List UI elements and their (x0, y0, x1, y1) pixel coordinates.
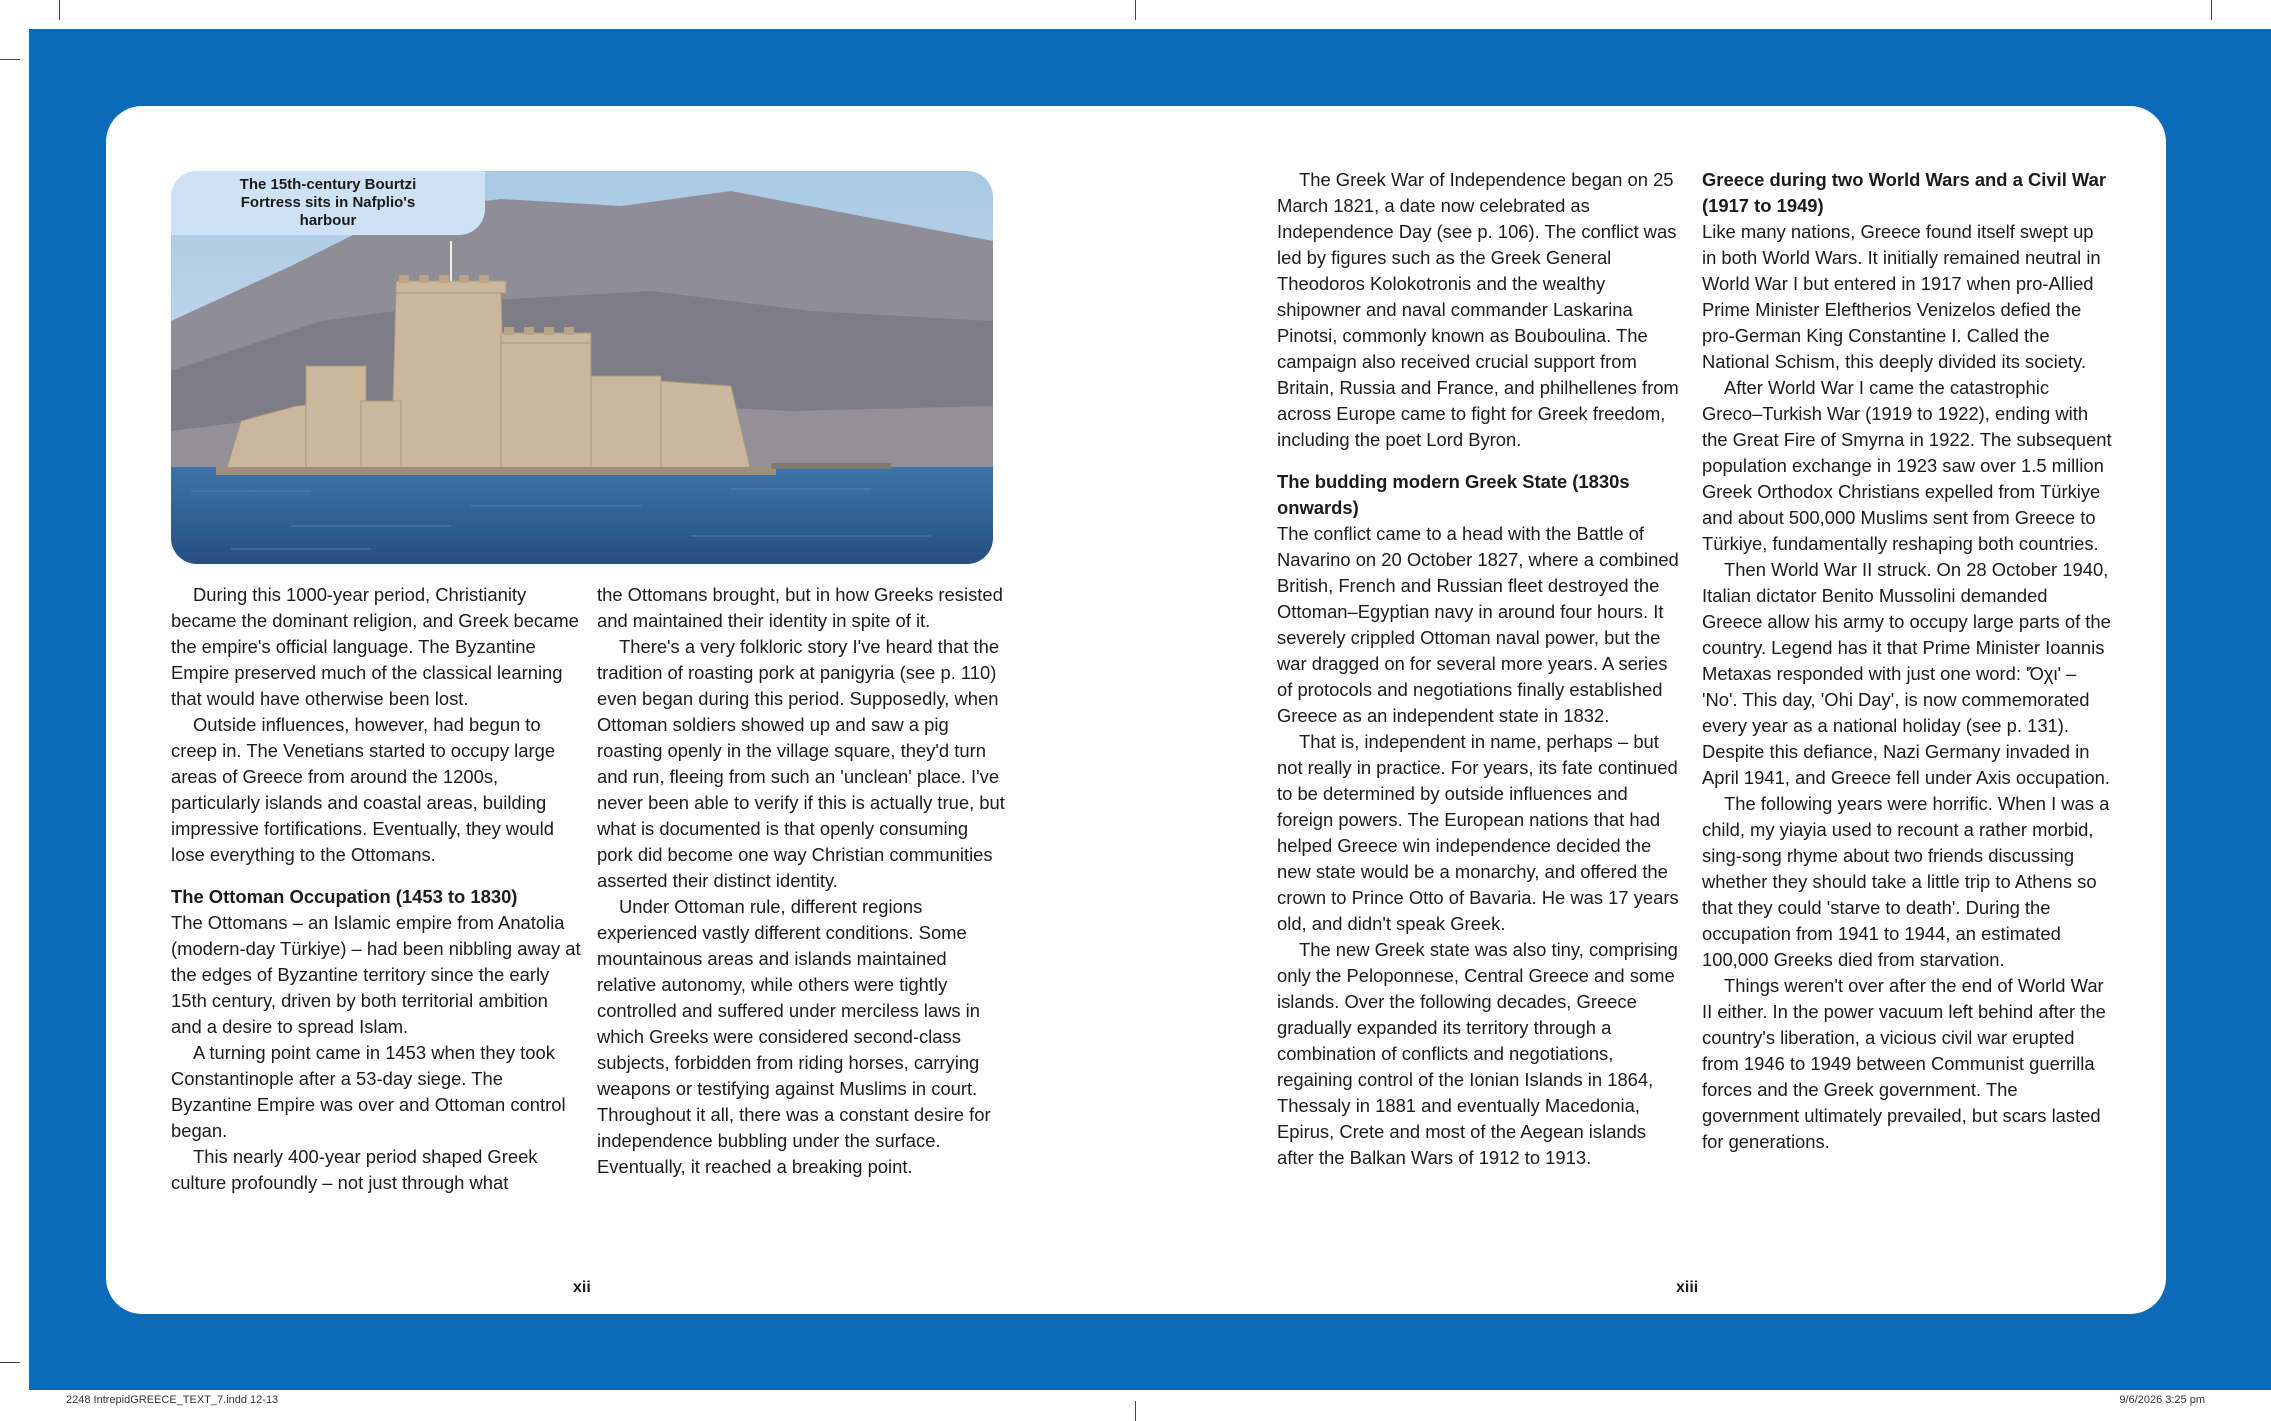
paragraph: The following years were horrific. When I was a child, my yiayia used to recount a rather morbid, sing-song rhyme about two friends discussing whether they should take a little trip to Athens so that they could 'starve to death'. During the occupation from 1941 to 1944, an estimated 100,000 Greeks died from starvation. (1702, 793, 2110, 970)
paragraph: After World War I came the catastrophic Greco–Turkish War (1919 to 1922), ending with the Great Fire of Smyrna in 1922. The subsequent population exchange in 1923 saw over 1.5 million Greek Orthodox Christians expelled from Türkiye and about 500,000 Muslims sent from Greece to Türkiye, fundamentally reshaping both countries. (1702, 377, 2112, 554)
paragraph: the Ottomans brought, but in how Greeks resisted and maintained their identity in spite of it. (597, 584, 1003, 631)
paragraph: This nearly 400-year period shaped Greek culture profoundly – not just through what (171, 1146, 538, 1193)
page-number-right: xiii (1676, 1279, 1699, 1296)
paragraph: During this 1000-year period, Christianity became the dominant religion, and Greek became the empire's official language. The Byzantine Empire preserved much of the classical learning that would have otherwise been lost. (171, 584, 579, 709)
photo-caption-text: The 15th-century Bourtzi Fortress sits in Nafplio's harbour (239, 176, 417, 229)
section-heading: The budding modern Greek State (1830s onwards) (1277, 471, 1630, 518)
paragraph: That is, independent in name, perhaps – but not really in practice. For years, its fate continued to be determined by outside influences and foreign powers. The European nations that had helped Greece win independence decided the new state would be a monarchy, and offered the crown to Prince Otto of Bavaria. He was 17 years old, and didn't speak Greek. (1277, 731, 1679, 934)
paragraph: The Greek War of Independence began on 25 March 1821, a date now celebrated as Independence Day (see p. 106). The conflict was led by figures such as the Greek General Theodoros Kolokotronis and the wealthy shipowner and naval commander Laskarina Pinotsi, commonly known as Bouboulina. The campaign also received crucial support from Britain, Russia and France, and philhellenes from across Europe came to fight for Greek freedom, including the poet Lord Byron. (1277, 169, 1679, 450)
crop-mark (0, 1362, 20, 1363)
right-column-2 (1702, 167, 2112, 1155)
right-column-1 (1277, 167, 1687, 1171)
paragraph: Like many nations, Greece found itself swept up in both World Wars. It initially remained neutral in World War I but entered in 1917 when pro-Allied Prime Minister Eleftherios Venizelos defied the pro-German King Constantine I. Called the National Schism, this deeply divided its society. (1702, 221, 2101, 372)
crop-mark (1135, 1401, 1136, 1421)
section-heading: The Ottoman Occupation (1453 to 1830) (171, 886, 518, 907)
paragraph: The conflict came to a head with the Battle of Navarino on 20 October 1827, where a combined British, French and Russian fleet destroyed the Ottoman–Egyptian navy in around four hours. It severely crippled Ottoman naval power, but the war dragged on for several more years. A series of protocols and negotiations finally established Greece as an independent state in 1832. (1277, 523, 1679, 726)
slug-filename: 2248 IntrepidGREECE_TEXT_7.indd 12-13 (66, 1394, 279, 1406)
paragraph: The new Greek state was also tiny, comprising only the Peloponnese, Central Greece and some islands. Over the following decades, Greece gradually expanded its territory through a combination of conflicts and negotiations, regaining control of the Ionian Islands in 1864, Thessaly in 1881 and eventually Macedonia, Epirus, Crete and most of the Aegean islands after the Balkan Wars of 1912 to 1913. (1277, 939, 1678, 1168)
crop-mark (59, 0, 60, 20)
paragraph: Then World War II struck. On 28 October 1940, Italian dictator Benito Mussolini demanded Greece allow his army to occupy large parts of the country. Legend has it that Prime Minister Ioannis Metaxas responded with just one word: 'Όχι' – 'No'. This day, 'Ohi Day', is now commemorated every year as a national holiday (see p. 131). Despite this defiance, Nazi Germany invaded in April 1941, and Greece fell under Axis occupation. (1702, 559, 2111, 788)
paragraph: A turning point came in 1453 when they took Constantinople after a 53-day siege. The Byzantine Empire was over and Ottoman control began. (171, 1042, 566, 1141)
slug-date: 9/6/2026 3:25 pm (2119, 1394, 2205, 1406)
page-number-left: xii (573, 1279, 591, 1296)
paragraph: Outside influences, however, had begun to creep in. The Venetians started to occupy large areas of Greece from around the 1200s, particularly islands and coastal areas, building impressive fortifications. Eventually, they would lose everything to the Ottomans. (171, 714, 556, 865)
photo-caption (171, 171, 485, 235)
crop-mark (1135, 0, 1136, 20)
crop-mark (0, 59, 20, 60)
paragraph: Things weren't over after the end of World War II either. In the power vacuum left behind after the country's liberation, a vicious civil war erupted from 1946 to 1949 between Communist guerrilla forces and the Greek government. The government ultimately prevailed, but scars lasted for generations. (1702, 975, 2106, 1152)
paragraph: Under Ottoman rule, different regions experienced vastly different conditions. Some mountainous areas and islands maintained relative autonomy, while others were tightly controlled and suffered under merciless laws in which Greeks were considered second-class subjects, forbidden from riding horses, carrying weapons or testifying against Muslims in court. Throughout it all, there was a constant desire for independence bubbling under the surface. Eventually, it reached a breaking point. (597, 896, 991, 1177)
paragraph: There's a very folkloric story I've heard that the tradition of roasting pork at panigyria (see p. 110) even began during this period. Supposedly, when Ottoman soldiers showed up and saw a pig roasting openly in the village square, they'd turn and run, fleeing from such an 'unclean' place. I've never been able to verify if this is actually true, but what is documented is that openly consuming pork did become one way Christian communities asserted their distinct identity. (597, 636, 1005, 891)
left-column-1 (171, 582, 581, 1196)
crop-mark (2211, 0, 2212, 20)
left-column-2 (597, 582, 1007, 1180)
section-heading: Greece during two World Wars and a Civil War (1917 to 1949) (1702, 169, 2106, 216)
paragraph: The Ottomans – an Islamic empire from Anatolia (modern-day Türkiye) – had been nibbling away at the edges of Byzantine territory since the early 15th century, driven by both territorial ambition and a desire to spread Islam. (171, 912, 581, 1037)
